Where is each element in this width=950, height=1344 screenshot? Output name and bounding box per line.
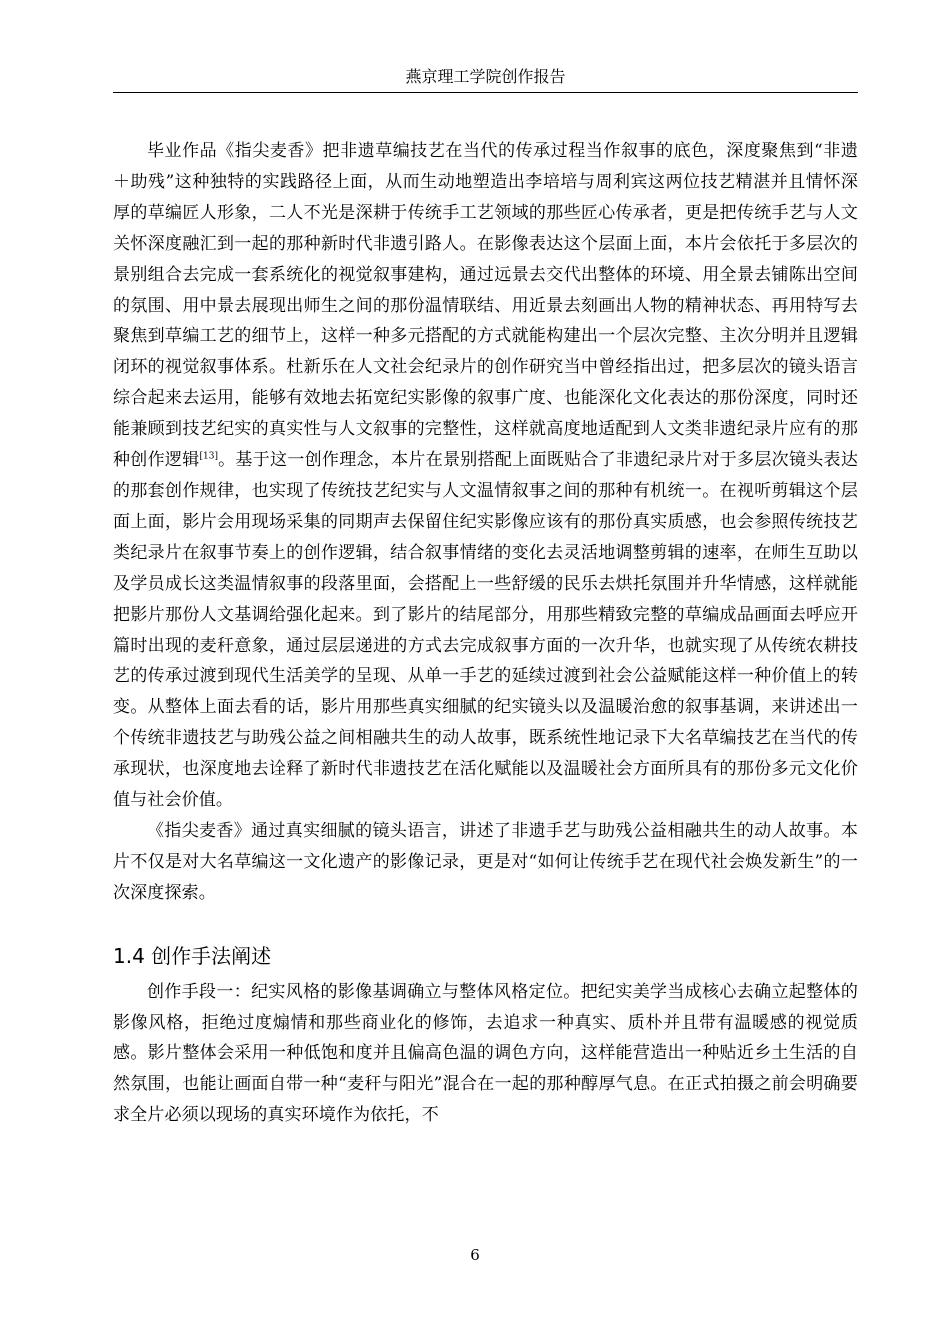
section-heading: 1.4 创作手法阐述 bbox=[113, 943, 272, 968]
citation-marker: [13] bbox=[199, 451, 218, 462]
paragraph-1-text-b: 。基于这一创作理念，本片在景别搭配上面既贴合了非遗纪录片对于多层次镜头表达的那套创作规律，也实现了传统技艺纪实与人文温情叙事之间的那种有机统一。在视听剪辑这个层面上面，影片会用现场采集的同期声去保留住纪实影像应该有的那份真实质感，也会参照传统技艺类纪录片在叙事节奏上的创作逻辑，结合叙事情绪的变化去灵活地调整剪辑的速率，在师生互助以及学员成长这类温情叙事的段落里面，会搭配上一些舒缓的民乐去烘托氛围并升华情感，这样就能把影片那份人文基调给强化起来。到了影片的结尾部分，用那些精致完整的草编成品画面去呼应开篇时出现的麦秆意象，通过层层递进的方式去完成叙事方面的一次升华，也就实现了从传统农耕技艺的传承过渡到现代生活美学的呈现、从单一手艺的延续过渡到社会公益赋能这样一种价值上的转变。从整体上面去看的话，影片用那些真实细腻的纪实镜头以及温暖治愈的叙事基调，来讲述出一个传统非遗技艺与助残公益之间相融共生的动人故事，既系统性地记录下大名草编技艺在当代的传承现状，也深度地去诠释了新时代非遗技艺在活化赋能以及温暖社会方面所具有的那份多元文化价值与社会价值。 bbox=[113, 450, 858, 811]
body-paragraph-1 bbox=[113, 136, 858, 816]
page-number: 6 bbox=[470, 1246, 480, 1264]
section-paragraph: 创作手段一：纪实风格的影像基调确立与整体风格定位。把纪实美学当成核心去确立起整体的影像风格，拒绝过度煽情和那些商业化的修饰，去追求一种真实、质朴并且带有温暖感的视觉质感。影片整体会采用一种低饱和度并且偏高色温的调色方向，这样能营造出一种贴近乡土生活的自然氛围，也能让画面自带一种“麦秆与阳光”混合在一起的那种醇厚气息。在正式拍摄之前会明确要求全片必须以现场的真实环境作为依托，不 bbox=[113, 981, 858, 1126]
body-paragraph-2: 《指尖麦香》通过真实细腻的镜头语言，讲述了非遗手艺与助残公益相融共生的动人故事。本片不仅是对大名草编这一文化遗产的影像记录，更是对“如何让传统手艺在现代社会焕发新生”的一次深度探索。 bbox=[113, 820, 858, 903]
page-body bbox=[113, 136, 858, 1131]
header-rule bbox=[113, 92, 858, 93]
running-header: 燕京理工学院创作报告 bbox=[405, 67, 566, 86]
paragraph-1-text-a: 毕业作品《指尖麦香》把非遗草编技艺在当代的传承过程当作叙事的底色，深度聚焦到“非遗＋助残”这种独特的实践路径上面，从而生动地塑造出李培培与周利宾这两位技艺精湛并且情怀深厚的草编匠人形象，二人不光是深耕于传统手工艺领域的那些匠心传承者，更是把传统手艺与人文关怀深度融汇到一起的那种新时代非遗引路人。在影像表达这个层面上面，本片会依托于多层次的景别组合去完成一套系统化的视觉叙事建构，通过远景去交代出整体的环境、用全景去铺陈出空间的氛围、用中景去展现出师生之间的那份温情联结、用近景去刻画出人物的精神状态、再用特写去聚焦到草编工艺的细节上，这样一种多元搭配的方式就能构建出一个层次完整、主次分明并且逻辑闭环的视觉叙事体系。杜新乐在人文社会纪录片的创作研究当中曾经指出过，把多层次的镜头语言综合起来去运用，能够有效地去拓宽纪实影像的叙事广度、也能深化文化表达的那份深度，同时还能兼顾到技艺纪实的真实性与人文叙事的完整性，这样就高度地适配到人文类非遗纪录片应有的那种创作逻辑 bbox=[113, 141, 858, 471]
